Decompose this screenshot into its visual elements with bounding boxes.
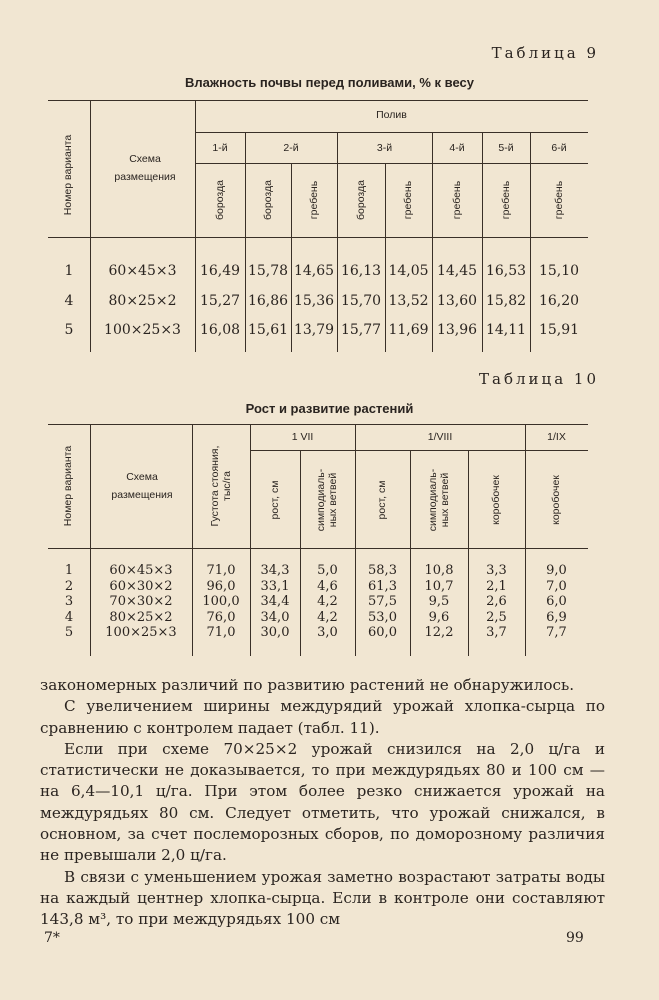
- t9-irrigation-6: 6-й: [551, 142, 567, 154]
- table-cell-value: 16,08: [199, 322, 241, 338]
- table-cell-value: 15,10: [538, 263, 580, 279]
- t10-col-scheme: Схема размещения: [111, 471, 173, 501]
- t10-sub-branches-1: симподиаль-ных ветвей: [315, 468, 339, 532]
- t9-sub-8: гребень: [553, 180, 565, 220]
- t9-sub-4: борозда: [355, 180, 367, 220]
- table-cell-value: 11,69: [388, 322, 429, 338]
- t9-sub-7: гребень: [500, 180, 512, 220]
- table-cell-value: 15,61: [247, 322, 289, 338]
- table-cell-value: 34,4: [260, 594, 290, 609]
- t9-sub-5: гребень: [402, 180, 414, 220]
- table-cell-scheme: 60×45×3: [109, 563, 173, 578]
- table-cell-value: 33,1: [260, 578, 290, 594]
- t9-sub-1: борозда: [214, 180, 226, 220]
- t9-irrigation-3: 3-й: [376, 142, 393, 154]
- table-cell-value: 13,96: [436, 322, 478, 338]
- table-cell-value: 14,11: [485, 322, 527, 338]
- table-cell-value: 16,86: [247, 293, 289, 309]
- table-cell-value: 7,0: [546, 578, 567, 594]
- table-cell-scheme: 60×30×2: [109, 578, 173, 594]
- table-cell-value: 15,70: [340, 293, 382, 309]
- table-cell-value: 30,0: [260, 625, 290, 640]
- table-cell-value: 10,7: [424, 578, 454, 594]
- paragraph-4: В связи с уменьшением урожая заметно возрастают затраты воды на каждый центнер хлопка-сырца. Если в контроле они составляют 143,8 м³, то при междурядьях 100 см: [40, 867, 605, 929]
- paragraph-3: Если при схеме 70×25×2 урожай снизился на 2,0 ц/га и статистически не доказывается, то при междурядьях 80 и 100 см — на 6,4—10,1 ц/га. При этом более резко снижается урожай на междурядьях 80 см. Следует отметить, что урожай снижался, в основном, за счет послеморозных сборов, по доморозному различия не превышали 2,0 ц/га.: [40, 739, 605, 865]
- table-cell-value: 34,0: [260, 609, 290, 625]
- table10-title: Рост и развитие растений: [245, 401, 414, 416]
- table-cell-value: 71,0: [206, 625, 236, 640]
- table-cell-variant: 4: [64, 609, 74, 625]
- t9-sub-2: борозда: [262, 180, 274, 220]
- t10-date-1: 1 VII: [291, 431, 314, 443]
- table-cell-value: 61,3: [368, 578, 397, 594]
- table-cell-value: 4,2: [317, 609, 338, 625]
- table-cell-value: 15,27: [199, 293, 241, 309]
- table10-number: Таблица 10: [479, 370, 599, 388]
- table-cell-value: 76,0: [206, 609, 236, 625]
- table-cell-value: 58,3: [368, 563, 397, 578]
- table-cell-value: 12,2: [424, 625, 454, 640]
- table-cell-value: 53,0: [368, 609, 397, 625]
- table-cell-value: 10,8: [424, 563, 454, 578]
- table-cell-value: 5,0: [317, 563, 338, 578]
- t10-sub-branches-2: симподиаль-ных ветвей: [427, 468, 451, 532]
- t10-sub-bolls-2: коробочек: [550, 475, 562, 525]
- table-cell-variant: 5: [64, 625, 74, 640]
- table-cell-value: 6,0: [546, 594, 567, 609]
- table-cell-value: 3,7: [486, 625, 507, 640]
- paragraph-1: закономерных различий по развитию растений не обнаружилось.: [40, 676, 575, 694]
- table-cell-value: 34,3: [260, 563, 290, 578]
- table-cell-value: 14,65: [293, 263, 335, 279]
- t10-col-variant: Номер варианта: [62, 445, 74, 527]
- t10-sub-bolls-1: коробочек: [490, 475, 502, 525]
- table-cell-value: 9,6: [428, 609, 450, 625]
- t9-irrigation-2: 2-й: [283, 142, 299, 154]
- table9-title: Влажность почвы перед поливами, % к весу: [185, 75, 474, 90]
- table-cell-scheme: 70×30×2: [109, 594, 173, 609]
- table-cell-value: 4,2: [317, 594, 338, 609]
- table-cell-variant: 2: [64, 578, 74, 594]
- table9-number: Таблица 9: [491, 44, 599, 62]
- table-cell-scheme: 80×25×2: [109, 609, 173, 625]
- table-cell-value: 100,0: [202, 594, 240, 609]
- printer-signature: 7*: [44, 930, 60, 946]
- table-cell-value: 14,45: [436, 263, 478, 279]
- table-cell-value: 15,36: [293, 293, 335, 309]
- table-cell-value: 71,0: [206, 563, 236, 578]
- table-cell-value: 9,0: [546, 563, 567, 578]
- table-cell-value: 14,05: [388, 263, 429, 279]
- page-number: 99: [566, 930, 584, 946]
- table-cell-variant: 5: [64, 322, 74, 338]
- table-cell-value: 16,53: [485, 263, 527, 279]
- table-cell-value: 2,1: [486, 578, 507, 594]
- t9-irrigation-5: 5-й: [498, 142, 514, 154]
- table-cell-variant: 3: [64, 594, 74, 609]
- paragraph-2: С увеличением ширины междурядий урожай хлопка-сырца по сравнению с контролем падает (табл. 11).: [40, 697, 605, 737]
- table-cell-scheme: 100×25×3: [104, 322, 181, 338]
- table-cell-value: 9,5: [428, 594, 450, 609]
- table-cell-value: 2,5: [486, 609, 507, 625]
- t10-col-density: Густота стояния, тыс/га: [209, 445, 233, 527]
- table-cell-value: 13,79: [293, 322, 335, 338]
- t10-date-2: 1/VIII: [427, 431, 453, 443]
- t10-date-3: 1/IX: [547, 431, 566, 443]
- table-cell-value: 60,0: [368, 625, 397, 640]
- body-text: [40, 675, 605, 931]
- t9-col-variant: Номер варианта: [62, 134, 74, 216]
- table-cell-value: 13,60: [436, 293, 478, 309]
- table-cell-value: 96,0: [206, 578, 236, 594]
- table-cell-value: 2,6: [486, 594, 507, 609]
- table-cell-scheme: 100×25×3: [105, 625, 177, 640]
- table-cell-value: 16,20: [538, 293, 580, 309]
- table-cell-value: 15,77: [340, 322, 382, 338]
- table-cell-value: 16,49: [199, 263, 241, 279]
- table-cell-scheme: 60×45×3: [108, 263, 177, 279]
- t9-col-scheme: Схема размещения: [114, 153, 176, 183]
- table-cell-variant: 1: [64, 563, 74, 578]
- t9-sub-6: гребень: [451, 180, 463, 220]
- t9-sub-3: гребень: [308, 180, 320, 220]
- table-cell-value: 16,13: [340, 263, 382, 279]
- table-cell-value: 4,6: [317, 578, 338, 594]
- table-cell-value: 15,91: [538, 322, 580, 338]
- table-cell-value: 7,7: [546, 625, 567, 640]
- table-cell-scheme: 80×25×2: [108, 293, 177, 309]
- t10-sub-height-1: рост, см: [269, 480, 281, 520]
- table-cell-variant: 4: [64, 293, 74, 309]
- table-cell-value: 15,82: [485, 293, 527, 309]
- table-cell-variant: 1: [64, 263, 74, 279]
- t10-sub-height-2: рост, см: [376, 480, 388, 520]
- table-cell-value: 57,5: [368, 594, 397, 609]
- t9-irrigation-1: 1-й: [212, 142, 228, 154]
- table-cell-value: 3,0: [317, 625, 338, 640]
- table-cell-value: 3,3: [486, 563, 507, 578]
- table-cell-value: 15,78: [247, 263, 289, 279]
- table-cell-value: 6,9: [546, 609, 567, 625]
- t9-irrigation-4: 4-й: [449, 142, 465, 154]
- table-cell-value: 13,52: [388, 293, 429, 309]
- t9-group-header: Полив: [376, 109, 407, 121]
